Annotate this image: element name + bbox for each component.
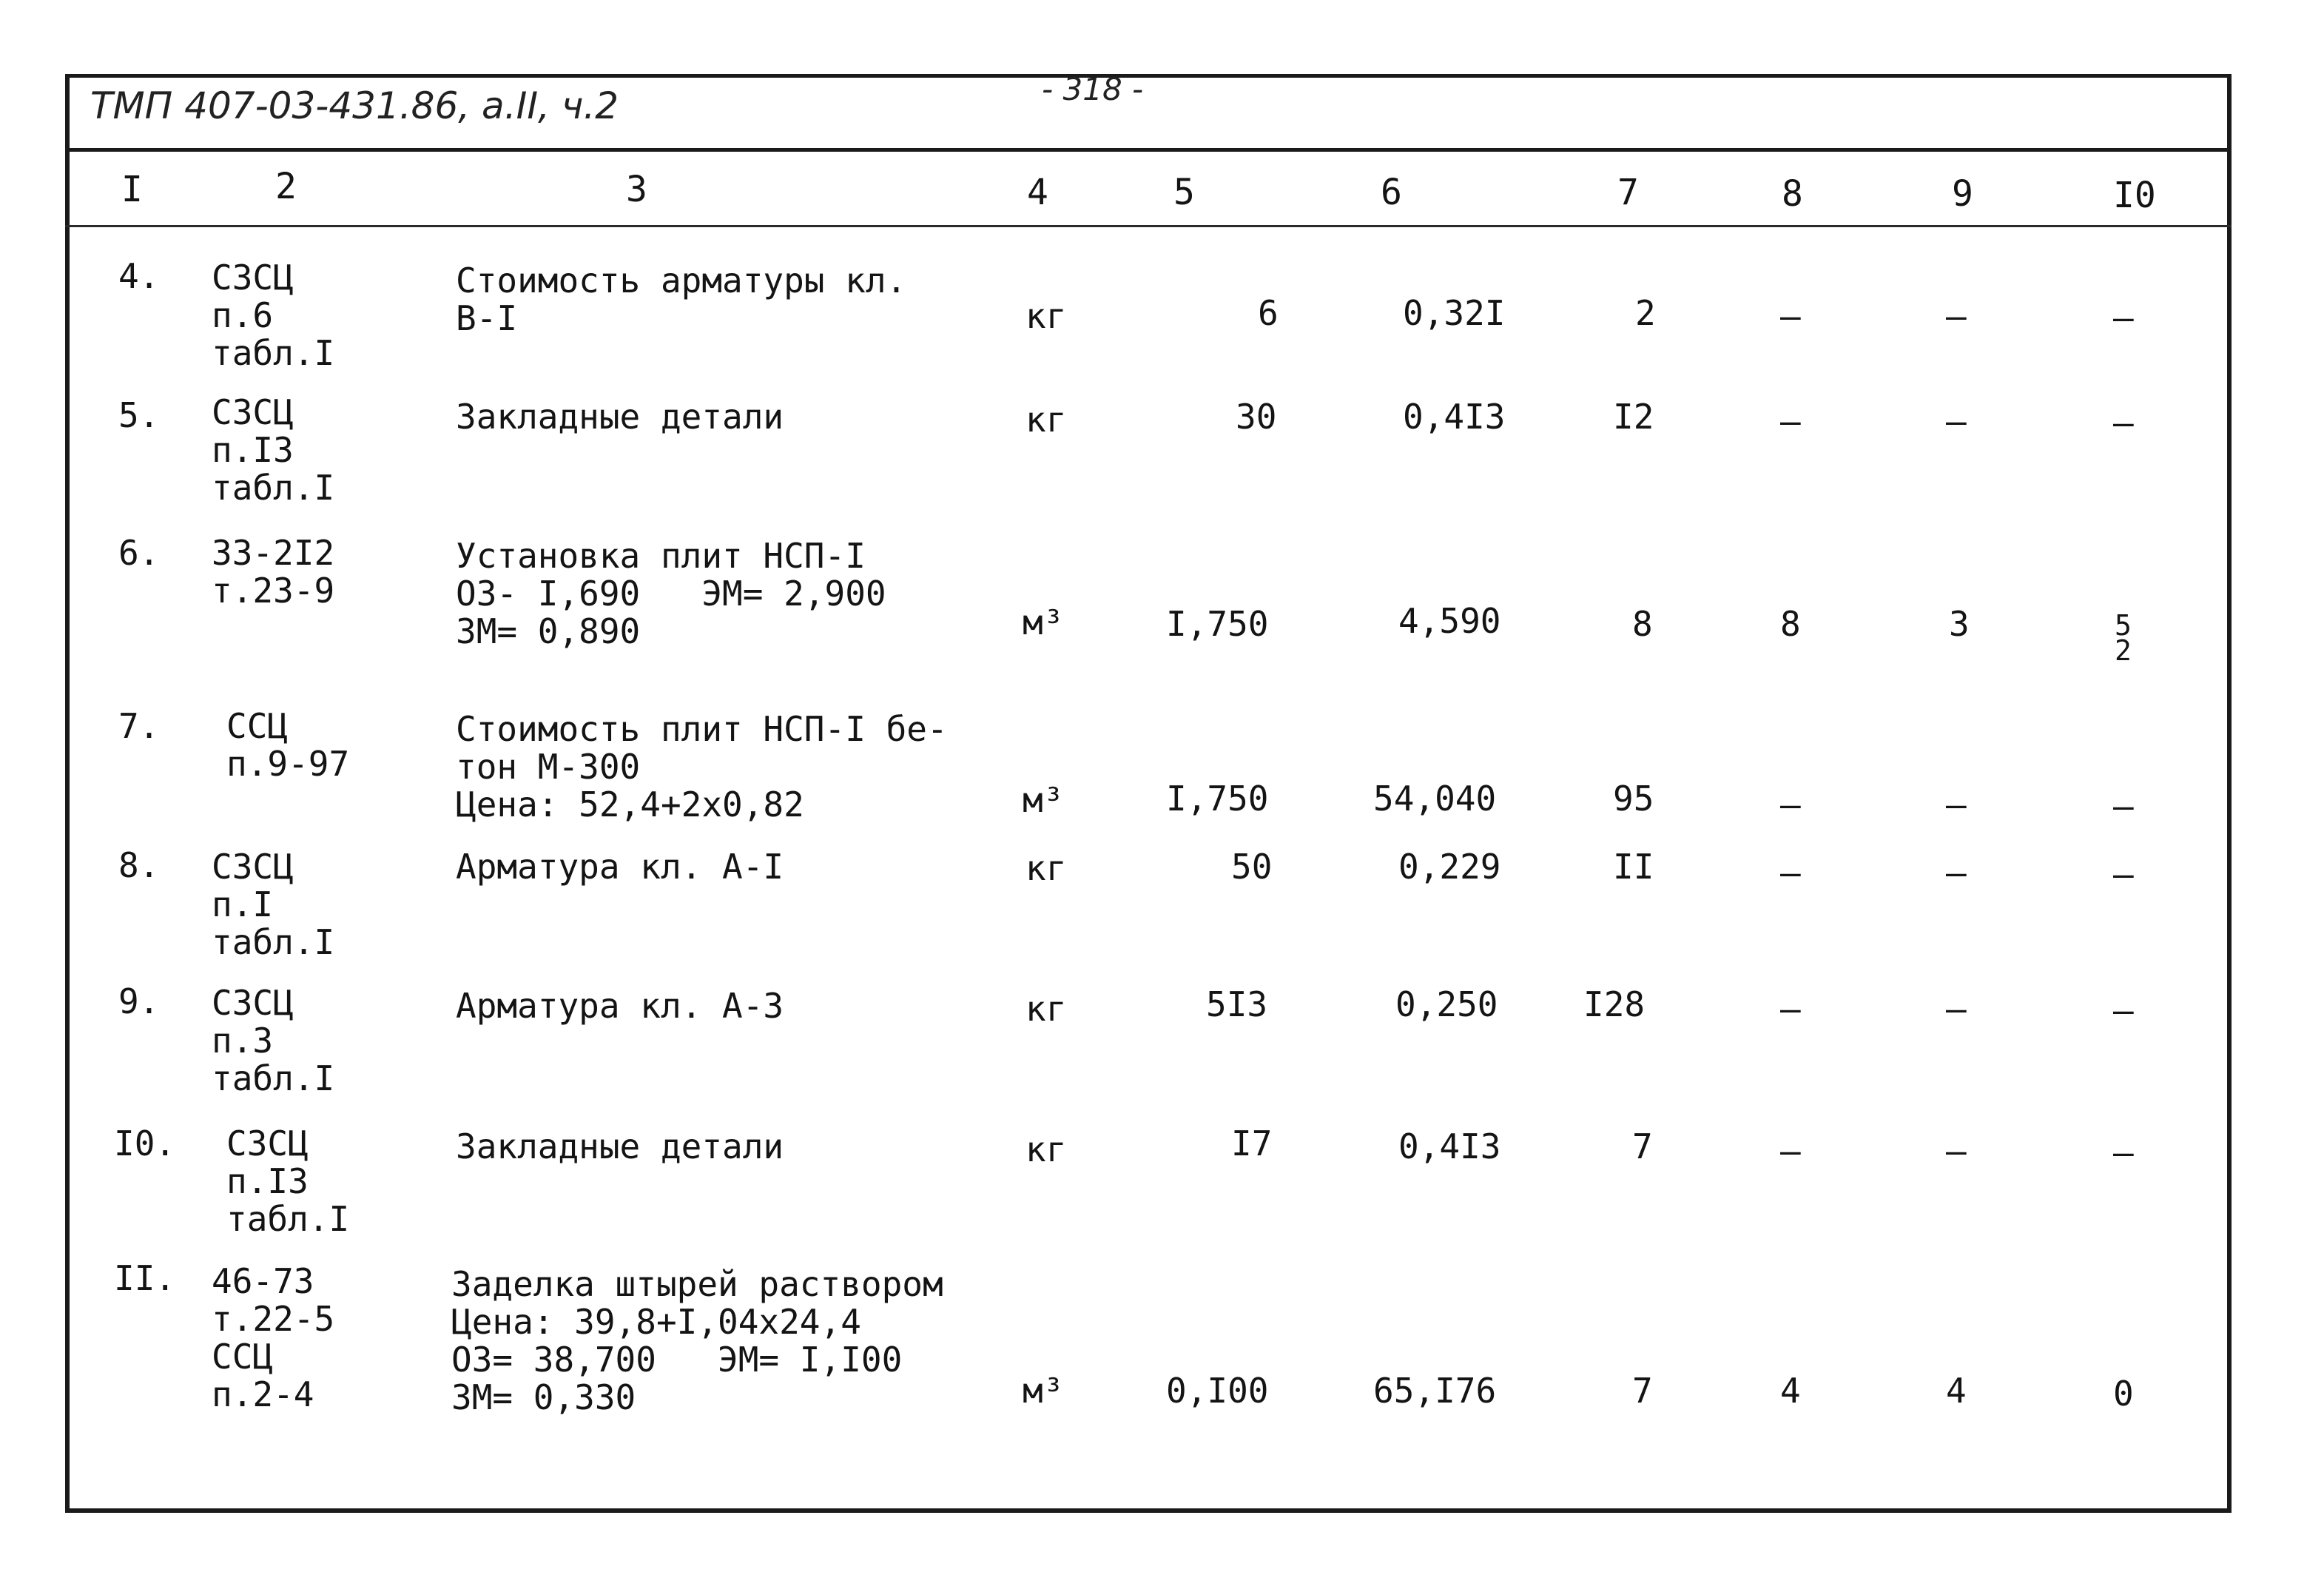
row-5-unit: кг bbox=[1025, 400, 1067, 440]
row-8-col7: II bbox=[1613, 847, 1654, 887]
row-8-reference: СЗСЦ п.I табл.I bbox=[212, 847, 335, 962]
row-9-col9: – bbox=[1946, 989, 1967, 1029]
row-8-description: Арматура кл. А-I bbox=[456, 847, 784, 887]
row-7-quantity: I,750 bbox=[1166, 779, 1269, 819]
col-header-4: 4 bbox=[1027, 172, 1048, 213]
row-11-price: 65,I76 bbox=[1373, 1371, 1497, 1411]
table-frame bbox=[65, 71, 2232, 1513]
row-4-number: 4. bbox=[118, 256, 160, 296]
row-9-col7: I28 bbox=[1583, 984, 1646, 1024]
row-8-col9: – bbox=[1946, 853, 1967, 893]
row-11-col10: 0 bbox=[2113, 1374, 2134, 1414]
row-10-col10: – bbox=[2113, 1132, 2134, 1172]
row-4-col9: – bbox=[1946, 296, 1967, 336]
row-11-quantity: 0,I00 bbox=[1166, 1371, 1269, 1411]
row-6-price: 4,590 bbox=[1398, 601, 1501, 641]
col-header-2: 2 bbox=[275, 166, 297, 207]
row-9-col8: – bbox=[1780, 989, 1801, 1029]
row-11-col9: 4 bbox=[1946, 1371, 1967, 1411]
row-4-quantity: 6 bbox=[1258, 293, 1279, 333]
row-9-price: 0,250 bbox=[1395, 984, 1498, 1024]
row-9-unit: кг bbox=[1025, 989, 1067, 1029]
row-7-col7: 95 bbox=[1613, 779, 1654, 819]
row-9-reference: СЗСЦ п.3 табл.I bbox=[212, 983, 335, 1098]
col-header-7: 7 bbox=[1617, 172, 1639, 213]
row-6-quantity: I,750 bbox=[1166, 604, 1269, 644]
header-divider bbox=[65, 148, 2232, 152]
col-header-9: 9 bbox=[1952, 173, 1973, 215]
row-8-col8: – bbox=[1780, 853, 1801, 893]
row-5-price: 0,4I3 bbox=[1403, 397, 1506, 437]
row-4-reference: СЗСЦ п.6 табл.I bbox=[212, 258, 335, 373]
row-4-unit: кг bbox=[1025, 296, 1067, 336]
row-7-reference: ССЦ п.9-97 bbox=[226, 706, 350, 784]
row-10-col9: – bbox=[1946, 1131, 1967, 1171]
row-10-col7: 7 bbox=[1632, 1126, 1653, 1166]
row-4-col7: 2 bbox=[1635, 293, 1656, 333]
row-9-description: Арматура кл. А-3 bbox=[456, 986, 784, 1026]
row-7-number: 7. bbox=[118, 706, 160, 746]
row-10-reference: СЗСЦ п.I3 табл.I bbox=[226, 1124, 350, 1239]
row-6-col7: 8 bbox=[1632, 604, 1653, 644]
row-6-description: Установка плит НСП-I ОЗ- I,690 ЭМ= 2,900 ЗМ= 0,890 bbox=[456, 536, 886, 651]
row-11-col8: 4 bbox=[1780, 1371, 1801, 1411]
row-6-reference: 33-2I2 т.23-9 bbox=[212, 533, 335, 611]
row-4-col8: – bbox=[1780, 296, 1801, 336]
col-header-8: 8 bbox=[1782, 173, 1803, 215]
row-10-description: Закладные детали bbox=[456, 1126, 784, 1166]
row-7-price: 54,040 bbox=[1373, 779, 1497, 819]
col-header-1: I bbox=[121, 169, 143, 210]
row-7-unit: м³ bbox=[1023, 780, 1064, 820]
row-4-col10: – bbox=[2113, 298, 2134, 337]
col-header-5: 5 bbox=[1173, 172, 1195, 213]
row-6-unit: м³ bbox=[1023, 602, 1064, 642]
row-10-number: I0. bbox=[114, 1124, 176, 1163]
row-9-quantity: 5I3 bbox=[1206, 984, 1268, 1024]
row-5-quantity: 30 bbox=[1236, 397, 1277, 437]
row-8-price: 0,229 bbox=[1398, 847, 1501, 887]
row-11-unit: м³ bbox=[1023, 1371, 1064, 1411]
row-10-quantity: I7 bbox=[1231, 1124, 1273, 1163]
row-6-col10: 5 2 bbox=[2115, 609, 2132, 667]
row-8-number: 8. bbox=[118, 845, 160, 885]
row-6-col9: 3 bbox=[1949, 604, 1970, 644]
row-11-description: Заделка штырей раствором Цена: 39,8+I,04х24,4 ОЗ= 38,700 ЭМ= I,I00 ЗМ= 0,330 bbox=[451, 1264, 943, 1417]
row-5-col10: – bbox=[2113, 403, 2134, 443]
row-11-col7: 7 bbox=[1632, 1371, 1653, 1411]
row-11-reference: 46-73 т.22-5 ССЦ п.2-4 bbox=[212, 1261, 335, 1414]
page-number: - 318 - bbox=[1042, 71, 1144, 107]
row-7-description: Стоимость плит НСП-I бе- тон М-300 Цена: 52,4+2х0,82 bbox=[456, 709, 948, 824]
row-11-number: II. bbox=[114, 1258, 176, 1298]
row-10-unit: кг bbox=[1025, 1129, 1067, 1169]
row-7-col8: – bbox=[1780, 785, 1801, 824]
row-5-number: 5. bbox=[118, 395, 160, 435]
row-10-col8: – bbox=[1780, 1131, 1801, 1171]
col-header-10: I0 bbox=[2113, 175, 2156, 216]
row-6-col8: 8 bbox=[1780, 604, 1801, 644]
document-code: ТМП 407-03-431.86, а.II, ч.2 bbox=[90, 84, 619, 127]
row-7-col9: – bbox=[1946, 785, 1967, 824]
row-10-price: 0,4I3 bbox=[1398, 1126, 1501, 1166]
col-header-6: 6 bbox=[1381, 172, 1402, 213]
col-header-3: 3 bbox=[626, 169, 647, 210]
row-9-number: 9. bbox=[118, 981, 160, 1021]
row-5-col8: – bbox=[1780, 401, 1801, 441]
row-8-quantity: 50 bbox=[1231, 847, 1273, 887]
row-7-col10: – bbox=[2113, 786, 2134, 826]
row-8-col10: – bbox=[2113, 854, 2134, 894]
row-5-col9: – bbox=[1946, 401, 1967, 441]
row-5-reference: СЗСЦ п.I3 табл.I bbox=[212, 392, 335, 508]
column-header-divider bbox=[65, 225, 2232, 227]
row-8-unit: кг bbox=[1025, 848, 1067, 888]
row-5-col7: I2 bbox=[1613, 397, 1654, 437]
row-4-description: Стоимость арматуры кл. В-I bbox=[456, 261, 907, 338]
row-9-col10: – bbox=[2113, 990, 2134, 1030]
row-4-price: 0,32I bbox=[1403, 293, 1506, 333]
row-6-number: 6. bbox=[118, 533, 160, 573]
row-5-description: Закладные детали bbox=[456, 397, 784, 437]
